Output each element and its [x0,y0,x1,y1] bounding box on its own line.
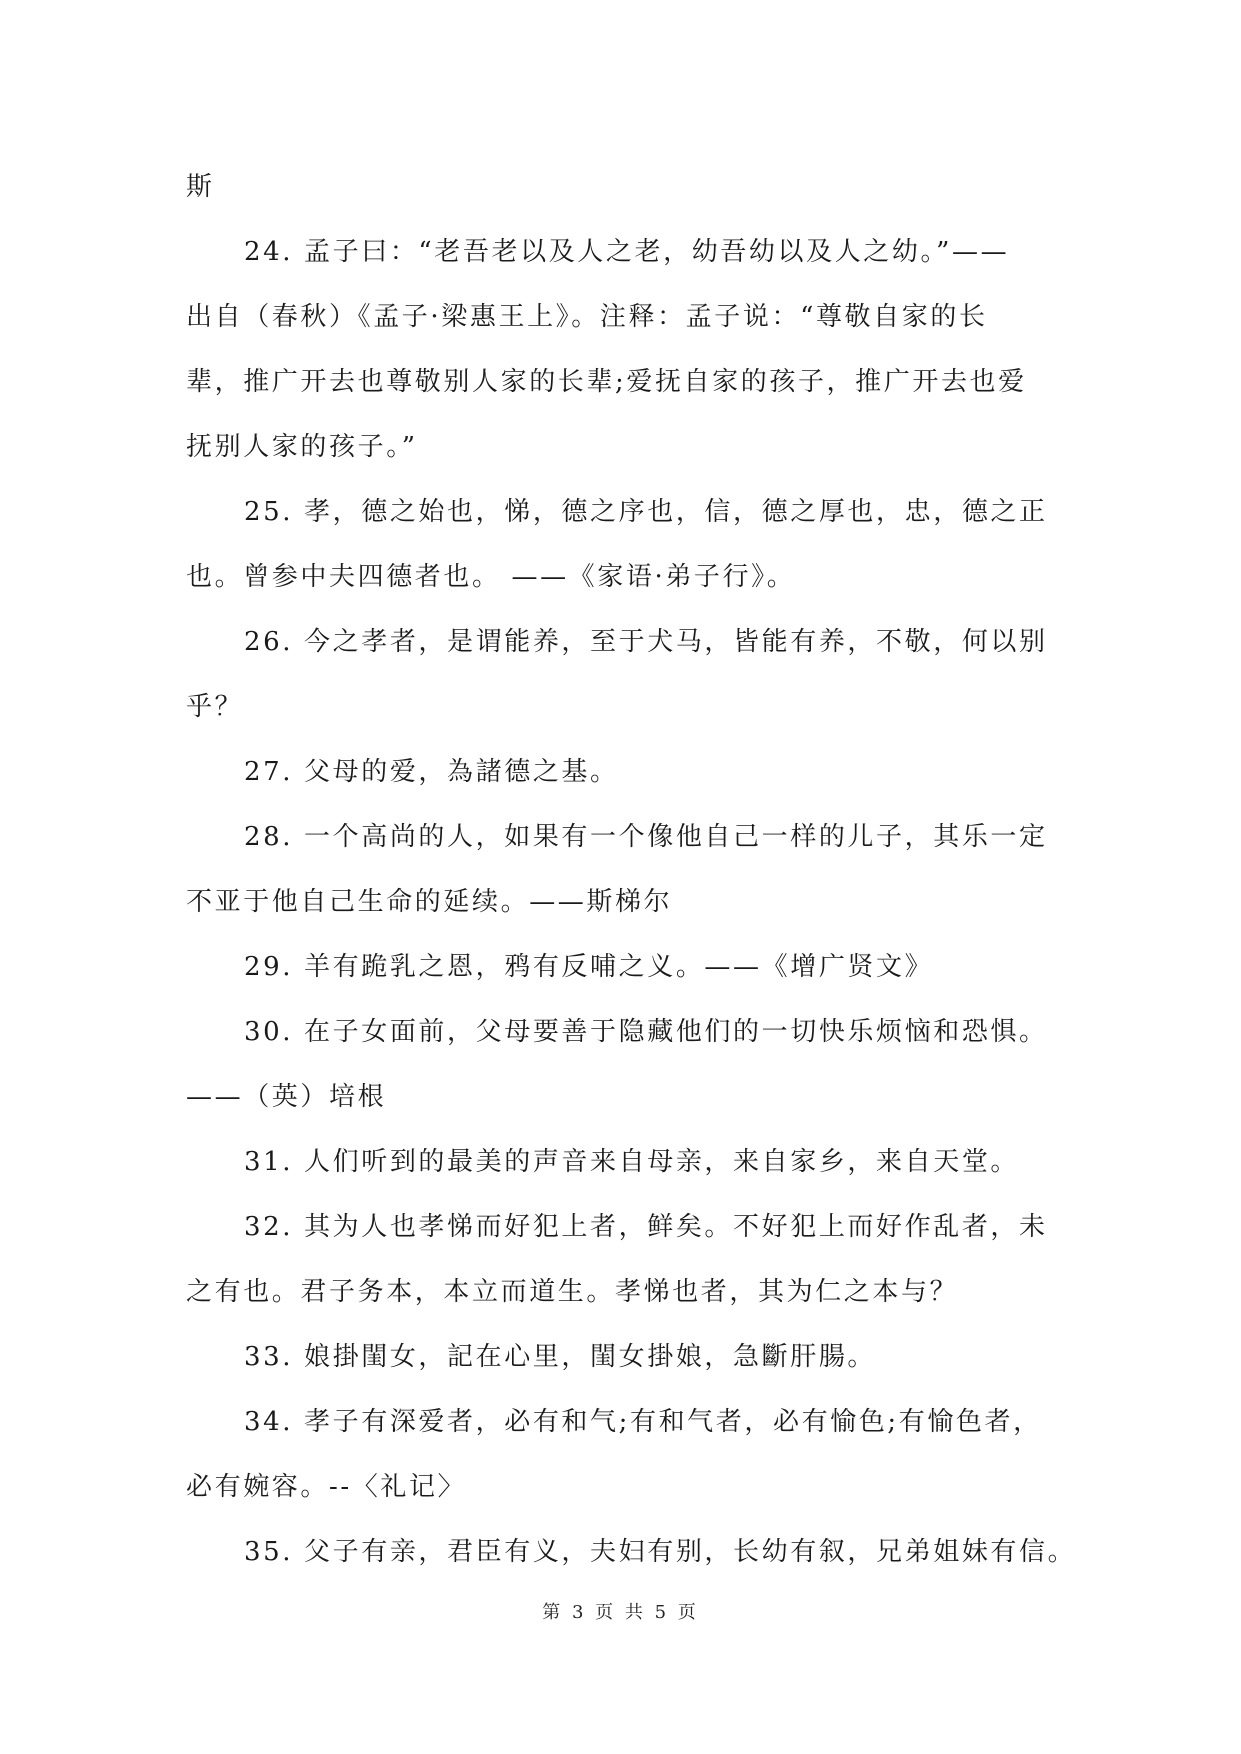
text-line: 29. 羊有跪乳之恩，鸦有反哺之义。——《增广贤文》 [244,952,934,982]
text-line: 31. 人们听到的最美的声音来自母亲，来自家乡，来自天堂。 [244,1147,1020,1177]
document-body [186,155,1077,1585]
text-line: 27. 父母的爱，為諸德之基。 [244,757,619,787]
text-line: 也。曾参中夫四德者也。 ——《家语·弟子行》。 [186,562,796,592]
text-line: 辈，推广开去也尊敬别人家的长辈;爱抚自家的孩子，推广开去也爱 [186,367,1027,397]
text-line: 斯 [186,172,215,202]
text-line: 34. 孝子有深爱者，必有和气;有和气者，必有愉色;有愉色者， [244,1407,1042,1437]
text-line: 30. 在子女面前，父母要善于隐藏他们的一切快乐烦恼和恐惧。 [244,1017,1048,1047]
text-line: 不亚于他自己生命的延续。——斯梯尔 [186,887,673,917]
text-line: ——（英）培根 [186,1082,387,1112]
text-line: 28. 一个高尚的人，如果有一个像他自己一样的儿子，其乐一定 [244,822,1048,852]
page-footer: 第 3 页 共 5 页 [542,1602,699,1623]
text-line: 26. 今之孝者，是谓能养，至于犬马，皆能有养，不敬，何以别 [244,627,1048,657]
text-line: 33. 娘掛閨女，記在心里，閨女掛娘，急斷肝腸。 [244,1342,877,1372]
text-line: 出自（春秋）《孟子·梁惠王上》。注释：孟子说：“尊敬自家的长 [186,302,988,332]
text-line: 35. 父子有亲，君臣有义，夫妇有别，长幼有叙，兄弟姐妹有信。 [244,1537,1077,1567]
text-line: 抚别人家的孩子。” [186,432,418,462]
text-line: 必有婉容。--〈礼记〉 [186,1472,467,1502]
text-line: 25. 孝，德之始也，悌，德之序也，信，德之厚也，忠，德之正 [244,497,1048,527]
text-line: 之有也。君子务本，本立而道生。孝悌也者，其为仁之本与？ [186,1277,959,1307]
text-line: 32. 其为人也孝悌而好犯上者，鲜矣。不好犯上而好作乱者，未 [244,1212,1048,1242]
text-line: 24. 孟子曰：“老吾老以及人之老，幼吾幼以及人之幼。”—— [244,237,1010,267]
text-line: 乎？ [186,692,244,722]
